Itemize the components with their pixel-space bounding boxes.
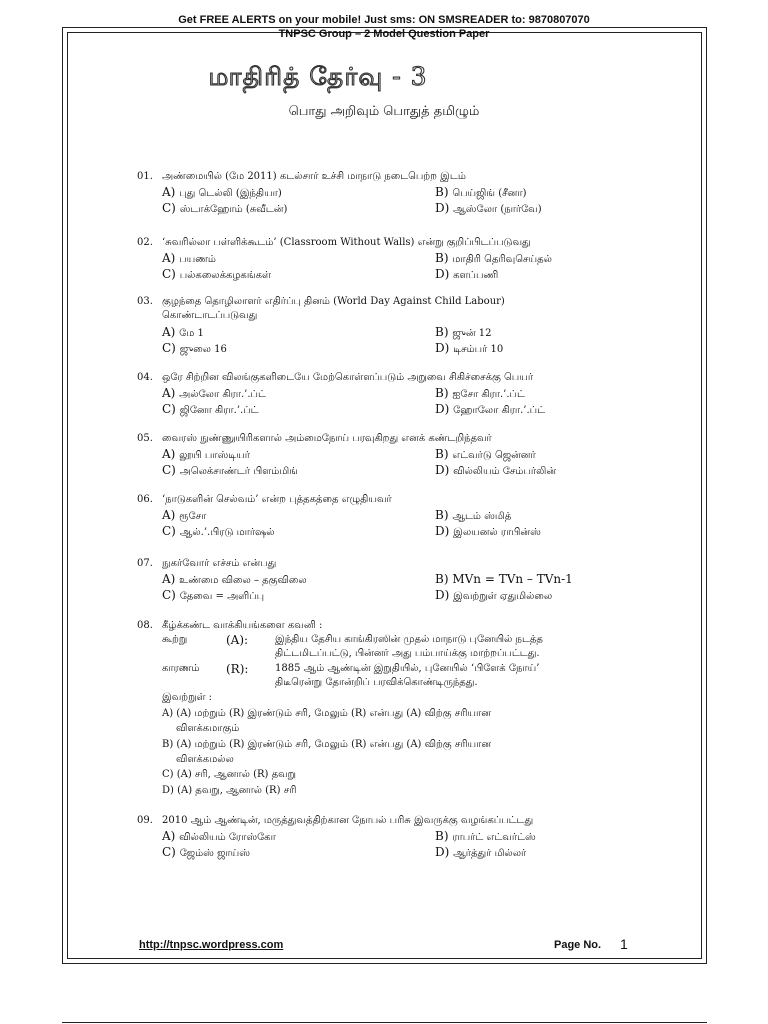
- option-letter: D): [435, 201, 454, 215]
- alerts-header: Get FREE ALERTS on your mobile! Just sms: ON SMSREADER to: 9870807070: [178, 14, 590, 26]
- option-text: தேவை = அளிப்பு: [179, 591, 265, 602]
- page-number: 1: [620, 936, 628, 952]
- option-c: [162, 463, 298, 479]
- option-text: ஆல்.’.பிரடு மார்ஷல்: [179, 527, 275, 538]
- option-a: [162, 185, 282, 201]
- option-letter: C): [162, 201, 180, 215]
- option-text: ஆஸ்லோ (நார்வே): [453, 204, 542, 215]
- subject-title: பொது அறிவும் பொதுத் தமிழும்: [288, 104, 480, 119]
- option-text: ஜுன் 12: [452, 328, 492, 339]
- question-number: 04.: [137, 372, 153, 383]
- reason-text-1: 1885 ஆம் ஆண்டின் இறுதியில், புனேயில் ‘பிளேக் நோய்’: [275, 663, 540, 674]
- option-d: [435, 402, 545, 418]
- option-a: [162, 325, 204, 341]
- question-stem-cont: கொண்டாடப்படுவது: [162, 310, 258, 321]
- q8-option-b-cont: விளக்கமல்ல: [176, 754, 234, 765]
- option-letter: A): [162, 386, 180, 400]
- option-b: [435, 508, 511, 524]
- option-text: மே 1: [179, 328, 204, 339]
- option-text: பல்கலைக்கழகங்கள்: [179, 270, 272, 281]
- option-letter: B): [435, 508, 453, 522]
- q8-option-a: A) (A) மற்றும் (R) இரண்டும் சரி, மேலும் (R) என்பது (A) விற்கு சரியான: [162, 708, 491, 719]
- question-stem: ஒரே சிற்றின விலங்குகளிடையே மேற்கொள்ளப்படும் அறுவை சிகிச்சைக்கு பெயர்: [162, 372, 534, 383]
- option-text: புது டெல்லி (இந்தியா): [179, 188, 282, 199]
- option-letter: D): [435, 524, 454, 538]
- assertion-label: கூற்று: [162, 634, 188, 645]
- option-text: பெய்ஜிங் (சீனா): [452, 188, 527, 199]
- option-letter: B): [435, 386, 453, 400]
- q8-option-a-cont: விளக்கமாகும்: [176, 723, 240, 734]
- option-text: அலெக்சாண்டர் பிளம்மிங்: [179, 466, 298, 477]
- option-letter: A): [162, 572, 180, 586]
- option-letter: A): [162, 325, 180, 339]
- question-stem: ‘நாடுகளின் செல்வம்’ என்ற புத்தகத்தை எழுதியவர்: [162, 494, 392, 505]
- option-text: மாதிரி தெரிவுசெய்தல்: [452, 254, 552, 265]
- option-text: பயணம்: [179, 254, 216, 265]
- option-b: [435, 829, 536, 845]
- assertion-text-2: திட்டமிடப்பட்டு, பின்னர் அது பம்பாய்க்கு மாற்றப்பட்டது.: [275, 648, 540, 659]
- option-text: இவற்றுள் ஏதுமில்லை: [453, 591, 553, 602]
- option-letter: A): [162, 508, 180, 522]
- option-letter: D): [435, 588, 454, 602]
- option-b: [435, 251, 552, 267]
- page-label: Page No.: [554, 939, 602, 951]
- q8-option-b: B) (A) மற்றும் (R) இரண்டும் சரி, மேலும் (R) என்பது (A) விற்கு சரியான: [162, 739, 492, 750]
- option-letter: C): [162, 341, 180, 355]
- option-c: [162, 267, 271, 283]
- option-letter: B): [435, 447, 453, 461]
- test-title: மாதிரித் தேர்வு - 3: [208, 62, 428, 91]
- option-text: வில்லியம் சேம்பர்லின்: [453, 466, 557, 477]
- option-b: [435, 386, 525, 402]
- option-text: இலயனல் ராபின்ஸ்: [453, 527, 541, 538]
- option-a: [162, 386, 266, 402]
- option-d: [435, 341, 503, 357]
- option-letter: C): [162, 463, 180, 477]
- option-letter: B): [435, 572, 453, 586]
- option-d: [435, 463, 556, 479]
- option-b: [435, 325, 491, 341]
- option-c: [162, 588, 264, 604]
- question-stem: நுகர்வோர் எச்சம் என்பது: [162, 558, 277, 569]
- option-a: [162, 251, 216, 267]
- option-text: ஐசோ கிரா.’.ப்ட்: [452, 389, 525, 400]
- option-letter: D): [435, 402, 454, 416]
- option-text: ஸ்டாக்ஹோம் (சுவீடன்): [179, 204, 288, 215]
- option-letter: A): [162, 447, 180, 461]
- question-number: 09.: [137, 815, 153, 826]
- option-d: [435, 267, 498, 283]
- option-text: வில்லியம் ரோஸ்கோ: [179, 832, 276, 843]
- option-c: [162, 402, 259, 418]
- question-number: 02.: [137, 237, 153, 248]
- among-label: இவற்றுள் :: [162, 692, 213, 703]
- option-letter: A): [162, 829, 180, 843]
- option-letter: D): [435, 845, 454, 859]
- option-text: டிசம்பர் 10: [453, 344, 504, 355]
- option-letter: C): [162, 524, 180, 538]
- option-letter: C): [162, 267, 180, 281]
- option-text: அல்லோ கிரா.’.ப்ட்: [179, 389, 266, 400]
- option-c: [162, 201, 287, 217]
- option-text: ஜேம்ஸ் ஜாய்ஸ்: [179, 848, 250, 859]
- option-letter: B): [435, 325, 453, 339]
- question-stem: குழந்தை தொழிலாளர் எதிர்ப்பு தினம் (World Day Against Child Labour): [162, 296, 505, 307]
- option-letter: D): [435, 341, 454, 355]
- option-letter: C): [162, 588, 180, 602]
- option-letter: C): [162, 402, 180, 416]
- option-letter: A): [162, 251, 180, 265]
- option-a: [162, 829, 276, 845]
- reason-key: (R):: [226, 662, 249, 676]
- option-d: [435, 201, 542, 217]
- option-text: ஆடம் ஸ்மித்: [452, 511, 512, 522]
- question-stem: வைரஸ் நுண்ணுயிரிகளால் அம்மைநோய் பரவுகிறது எனக் கண்டறிந்தவர்: [162, 433, 492, 444]
- option-c: [162, 341, 227, 357]
- bottom-rule: [62, 1022, 707, 1023]
- q8-option-c: C) (A) சரி, ஆனால் (R) தவறு: [162, 769, 297, 780]
- option-c: [162, 845, 250, 861]
- option-text: உண்மை விலை – தகுவிலை: [179, 575, 307, 586]
- option-letter: D): [435, 463, 454, 477]
- option-a: [162, 508, 206, 524]
- option-text: களப்பணி: [453, 270, 499, 281]
- option-b: [435, 572, 573, 588]
- question-number: 05.: [137, 433, 153, 444]
- reason-label: காரணம்: [162, 663, 200, 674]
- option-text: எட்வர்டு ஜென்னர்: [452, 450, 536, 461]
- question-number: 07.: [137, 558, 153, 569]
- option-a: [162, 447, 250, 463]
- option-d: [435, 845, 526, 861]
- option-b: [435, 447, 536, 463]
- option-text: லூயி பாஸ்டியர்: [179, 450, 251, 461]
- option-text: ஜினோ கிரா.’.ப்ட்: [179, 405, 259, 416]
- option-a: [162, 572, 307, 588]
- option-b: [435, 185, 527, 201]
- option-text: ஜுலை 16: [179, 344, 227, 355]
- option-letter: B): [435, 185, 453, 199]
- question-number: 01.: [137, 171, 153, 182]
- assertion-text-1: இந்திய தேசிய காங்கிரஸின் முதல் மாநாடு புனேயில் நடத்த: [275, 634, 543, 645]
- paper-title: TNPSC Group – 2 Model Question Paper: [278, 28, 490, 40]
- option-text: ராபர்ட் எட்வர்ட்ஸ்: [452, 832, 536, 843]
- option-text: ரூசோ: [179, 511, 207, 522]
- option-letter: B): [435, 251, 453, 265]
- option-letter: B): [435, 829, 453, 843]
- option-text: ஆர்த்துர் மில்லர்: [453, 848, 527, 859]
- option-text: MVn = TVn – TVn-1: [452, 572, 573, 586]
- question-number: 06.: [137, 494, 153, 505]
- q8-number: 08.: [137, 620, 153, 631]
- q8-option-d: D) (A) தவறு, ஆனால் (R) சரி: [162, 785, 297, 796]
- option-letter: A): [162, 185, 180, 199]
- question-stem: 2010 ஆம் ஆண்டின், மருத்துவத்திற்கான நோபல் பரிசு இவருக்கு வழங்கப்பட்டது: [162, 815, 534, 826]
- option-letter: D): [435, 267, 454, 281]
- option-letter: C): [162, 845, 180, 859]
- option-c: [162, 524, 275, 540]
- site-link[interactable]: http://tnpsc.wordpress.com: [139, 939, 284, 951]
- option-text: ஹோலோ கிரா.’.ப்ட்: [453, 405, 546, 416]
- question-stem: அண்மையில் (மே 2011) கடல்சார் உச்சி மாநாடு நடைபெற்ற இடம்: [162, 171, 466, 182]
- reason-text-2: திடீரென்று தோன்றிப் பரவிக்கொண்டிருந்தது.: [275, 677, 478, 688]
- option-d: [435, 588, 552, 604]
- question-stem: ‘சுவரில்லா பள்ளிக்கூடம்’ (Classroom Without Walls) என்று குறிப்பிடப்படுவது: [162, 237, 531, 248]
- q8-stem: கீழ்க்கண்ட வாக்கியங்களை கவனி :: [162, 620, 323, 631]
- assertion-key: (A):: [226, 633, 249, 647]
- option-d: [435, 524, 541, 540]
- question-number: 03.: [137, 296, 153, 307]
